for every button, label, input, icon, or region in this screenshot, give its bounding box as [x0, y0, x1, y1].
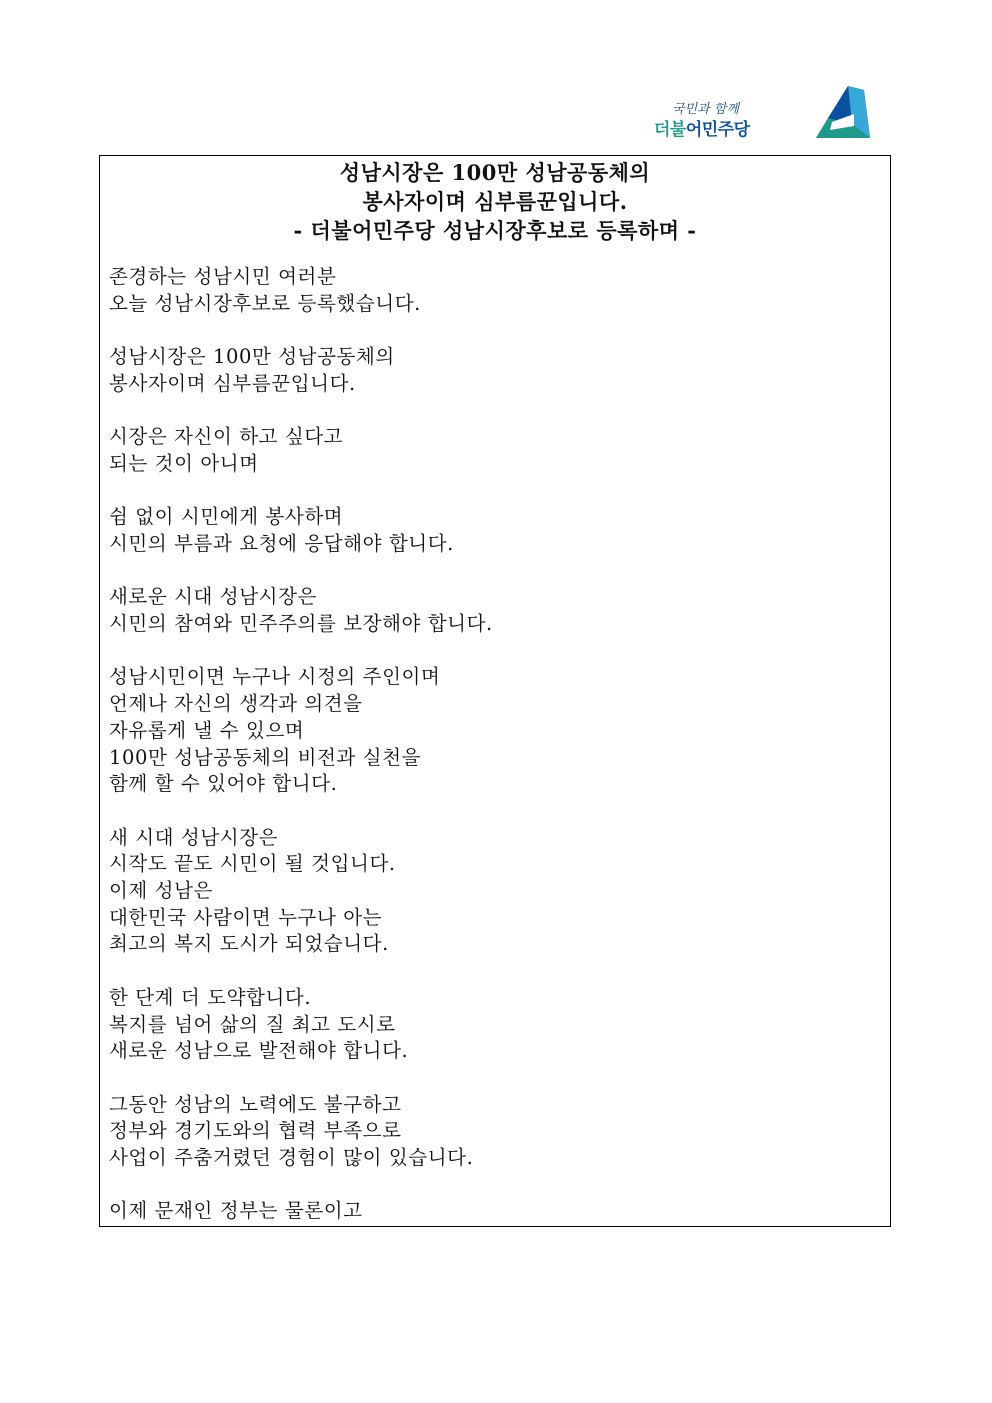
paragraph-line: 시민의 참여와 민주주의를 보장해야 합니다. — [109, 612, 493, 636]
title-line-3: - 더불어민주당 성남시장후보로 등록하며 - — [293, 218, 697, 243]
paragraph — [109, 344, 879, 397]
paragraph-line: 되는 것이 아니며 — [109, 451, 259, 475]
paragraph — [109, 584, 879, 637]
statement-title — [100, 158, 890, 245]
paragraph — [109, 1198, 879, 1225]
paragraph-line: 이제 문재인 정부는 물론이고 — [109, 1199, 363, 1223]
statement-box — [99, 155, 891, 1227]
paragraph-line: 100만 성남공동체의 비전과 실천을 — [109, 745, 422, 769]
paragraph-line: 대한민국 사람이면 누구나 아는 — [109, 905, 383, 929]
paragraph-line: 시민의 부름과 요청에 응답해야 합니다. — [109, 531, 454, 555]
paragraph — [109, 985, 879, 1065]
party-logo — [650, 84, 880, 148]
paragraph — [109, 504, 879, 557]
statement-body — [109, 264, 879, 1227]
paragraph-line: 존경하는 성남시민 여러분 — [109, 265, 337, 288]
paragraph-line: 그동안 성남의 노력에도 불구하고 — [109, 1092, 402, 1116]
party-name — [654, 115, 750, 140]
title-line-1: 성남시장은 100만 성남공동체의 — [339, 160, 651, 185]
paragraph-line: 이제 성남은 — [109, 879, 213, 903]
title-line-2: 봉사자이며 심부름꾼입니다. — [362, 189, 628, 214]
paragraph-line: 쉼 없이 시민에게 봉사하며 — [109, 505, 344, 529]
paragraph-line: 새로운 성남으로 발전해야 합니다. — [109, 1039, 409, 1063]
paragraph — [109, 424, 879, 477]
party-logo-text — [650, 98, 772, 142]
paragraph-line: 새로운 시대 성남시장은 — [109, 585, 317, 609]
paragraph-line: 봉사자이며 심부름꾼입니다. — [109, 371, 356, 395]
paragraph-line: 최고의 복지 도시가 되었습니다. — [109, 932, 389, 956]
paragraph-line: 시작도 끝도 시민이 될 것입니다. — [109, 852, 396, 876]
paragraph-line: 오늘 성남시장후보로 등록했습니다. — [109, 291, 421, 315]
party-slogan: 국민과 함께 — [672, 102, 739, 117]
party-logo-mark-icon — [808, 84, 878, 144]
paragraph-line: 시장은 자신이 하고 싶다고 — [109, 425, 344, 449]
paragraph-line: 성남시민이면 누구나 시정의 주인이며 — [109, 665, 441, 689]
paragraph-line: 사업이 주춤거렸던 경험이 많이 있습니다. — [109, 1146, 474, 1170]
paragraph-line: 정부와 경기도와의 협력 부족으로 — [109, 1119, 402, 1143]
paragraph-line: 복지를 넘어 삶의 질 최고 도시로 — [109, 1012, 396, 1036]
paragraph — [109, 1092, 879, 1172]
paragraph — [109, 825, 879, 959]
paragraph-line: 새 시대 성남시장은 — [109, 825, 279, 849]
party-name-part1: 더불 — [654, 120, 686, 140]
party-name-part2: 어민주당 — [685, 120, 750, 140]
paragraph-line: 한 단계 더 도약합니다. — [109, 985, 312, 1009]
paragraph-line: 자유롭게 낼 수 있으며 — [109, 718, 305, 742]
paragraph — [109, 664, 879, 798]
paragraph-line: 성남시장은 100만 성남공동체의 — [109, 345, 395, 369]
paragraph-line: 언제나 자신의 생각과 의견을 — [109, 692, 363, 716]
paragraph — [109, 264, 879, 317]
paragraph-line: 함께 할 수 있어야 합니다. — [109, 772, 338, 796]
